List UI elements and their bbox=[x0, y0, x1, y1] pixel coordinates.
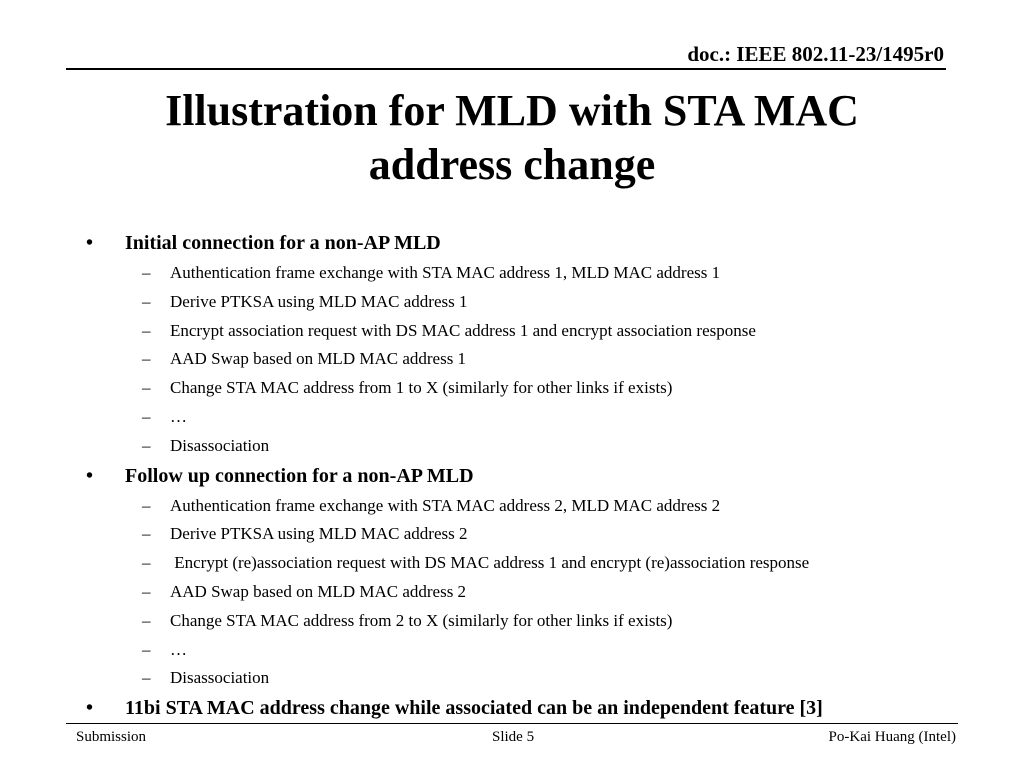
sub-bullet bbox=[84, 578, 984, 607]
sub-bullet-text: Derive PTKSA using MLD MAC address 2 bbox=[170, 524, 468, 544]
dash-icon: – bbox=[142, 495, 151, 515]
dash-icon: – bbox=[142, 406, 151, 426]
sub-bullet-text: Disassociation bbox=[170, 435, 270, 455]
sub-bullet-text: Change STA MAC address from 1 to X (similarly for other links if exists) bbox=[170, 378, 673, 398]
sub-bullet bbox=[84, 520, 984, 549]
slide-title-line-1: Illustration for MLD with STA MAC bbox=[165, 86, 859, 135]
sub-bullet bbox=[84, 607, 984, 636]
dash-icon: – bbox=[142, 263, 151, 282]
dash-icon: – bbox=[142, 610, 151, 630]
sub-bullet-text: Disassociation bbox=[170, 668, 270, 688]
sub-bullet-text: Encrypt association request with DS MAC address 1 and encrypt association response bbox=[170, 320, 756, 340]
bullet-heading: 11bi STA MAC address change while associated can be an independent feature [3] bbox=[125, 697, 823, 720]
footer-submission: Submission bbox=[76, 729, 147, 745]
sub-bullet-text: Authentication frame exchange with STA MAC address 2, MLD MAC address 2 bbox=[170, 495, 721, 515]
slide-title bbox=[100, 84, 924, 192]
dash-icon: – bbox=[142, 291, 151, 311]
slide-body bbox=[84, 228, 984, 724]
sub-bullet bbox=[84, 374, 984, 403]
dash-icon: – bbox=[142, 581, 151, 601]
bullet-initial-connection bbox=[84, 228, 984, 259]
sub-bullet bbox=[84, 317, 984, 346]
header-divider bbox=[66, 68, 946, 70]
slide-title-line-2: address change bbox=[368, 140, 656, 189]
sub-bullet bbox=[84, 288, 984, 317]
sub-bullet bbox=[84, 636, 984, 665]
dash-icon: – bbox=[142, 524, 151, 544]
sub-bullet-text: … bbox=[170, 406, 187, 426]
bullet-icon: • bbox=[86, 464, 94, 487]
dash-icon: – bbox=[142, 349, 151, 369]
sub-bullet-text: AAD Swap based on MLD MAC address 2 bbox=[170, 581, 467, 601]
bullet-follow-up-connection bbox=[84, 461, 984, 492]
sub-bullet bbox=[84, 403, 984, 432]
sub-bullet bbox=[84, 664, 984, 693]
dash-icon: – bbox=[142, 553, 151, 573]
sub-bullet bbox=[84, 345, 984, 374]
sub-bullet-text: Derive PTKSA using MLD MAC address 1 bbox=[170, 291, 468, 311]
bullet-icon: • bbox=[86, 232, 94, 254]
dash-icon: – bbox=[142, 639, 151, 659]
footer-author: Po-Kai Huang (Intel) bbox=[828, 729, 956, 745]
bullet-icon: • bbox=[86, 697, 94, 720]
sub-bullet-text: Authentication frame exchange with STA MAC address 1, MLD MAC address 1 bbox=[170, 263, 721, 282]
footer-divider bbox=[66, 723, 958, 724]
sub-bullet-text: Change STA MAC address from 2 to X (similarly for other links if exists) bbox=[170, 610, 673, 630]
sub-bullet-text: AAD Swap based on MLD MAC address 1 bbox=[170, 349, 467, 369]
sub-bullet bbox=[84, 259, 984, 288]
dash-icon: – bbox=[142, 435, 151, 455]
sub-bullet bbox=[84, 549, 984, 578]
dash-icon: – bbox=[142, 320, 151, 340]
bullet-heading: Follow up connection for a non-AP MLD bbox=[125, 464, 474, 487]
bullet-independent-feature bbox=[84, 693, 984, 724]
bullet-heading: Initial connection for a non-AP MLD bbox=[125, 232, 441, 254]
sub-bullet-text: … bbox=[170, 639, 187, 659]
sub-bullet bbox=[84, 432, 984, 461]
footer-slide-number: Slide 5 bbox=[492, 729, 535, 745]
document-id: doc.: IEEE 802.11-23/1495r0 bbox=[687, 42, 944, 66]
dash-icon: – bbox=[142, 378, 151, 398]
dash-icon: – bbox=[142, 668, 151, 688]
sub-bullet-text: Encrypt (re)association request with DS MAC address 1 and encrypt (re)association response bbox=[170, 553, 810, 573]
sub-bullet bbox=[84, 492, 984, 521]
